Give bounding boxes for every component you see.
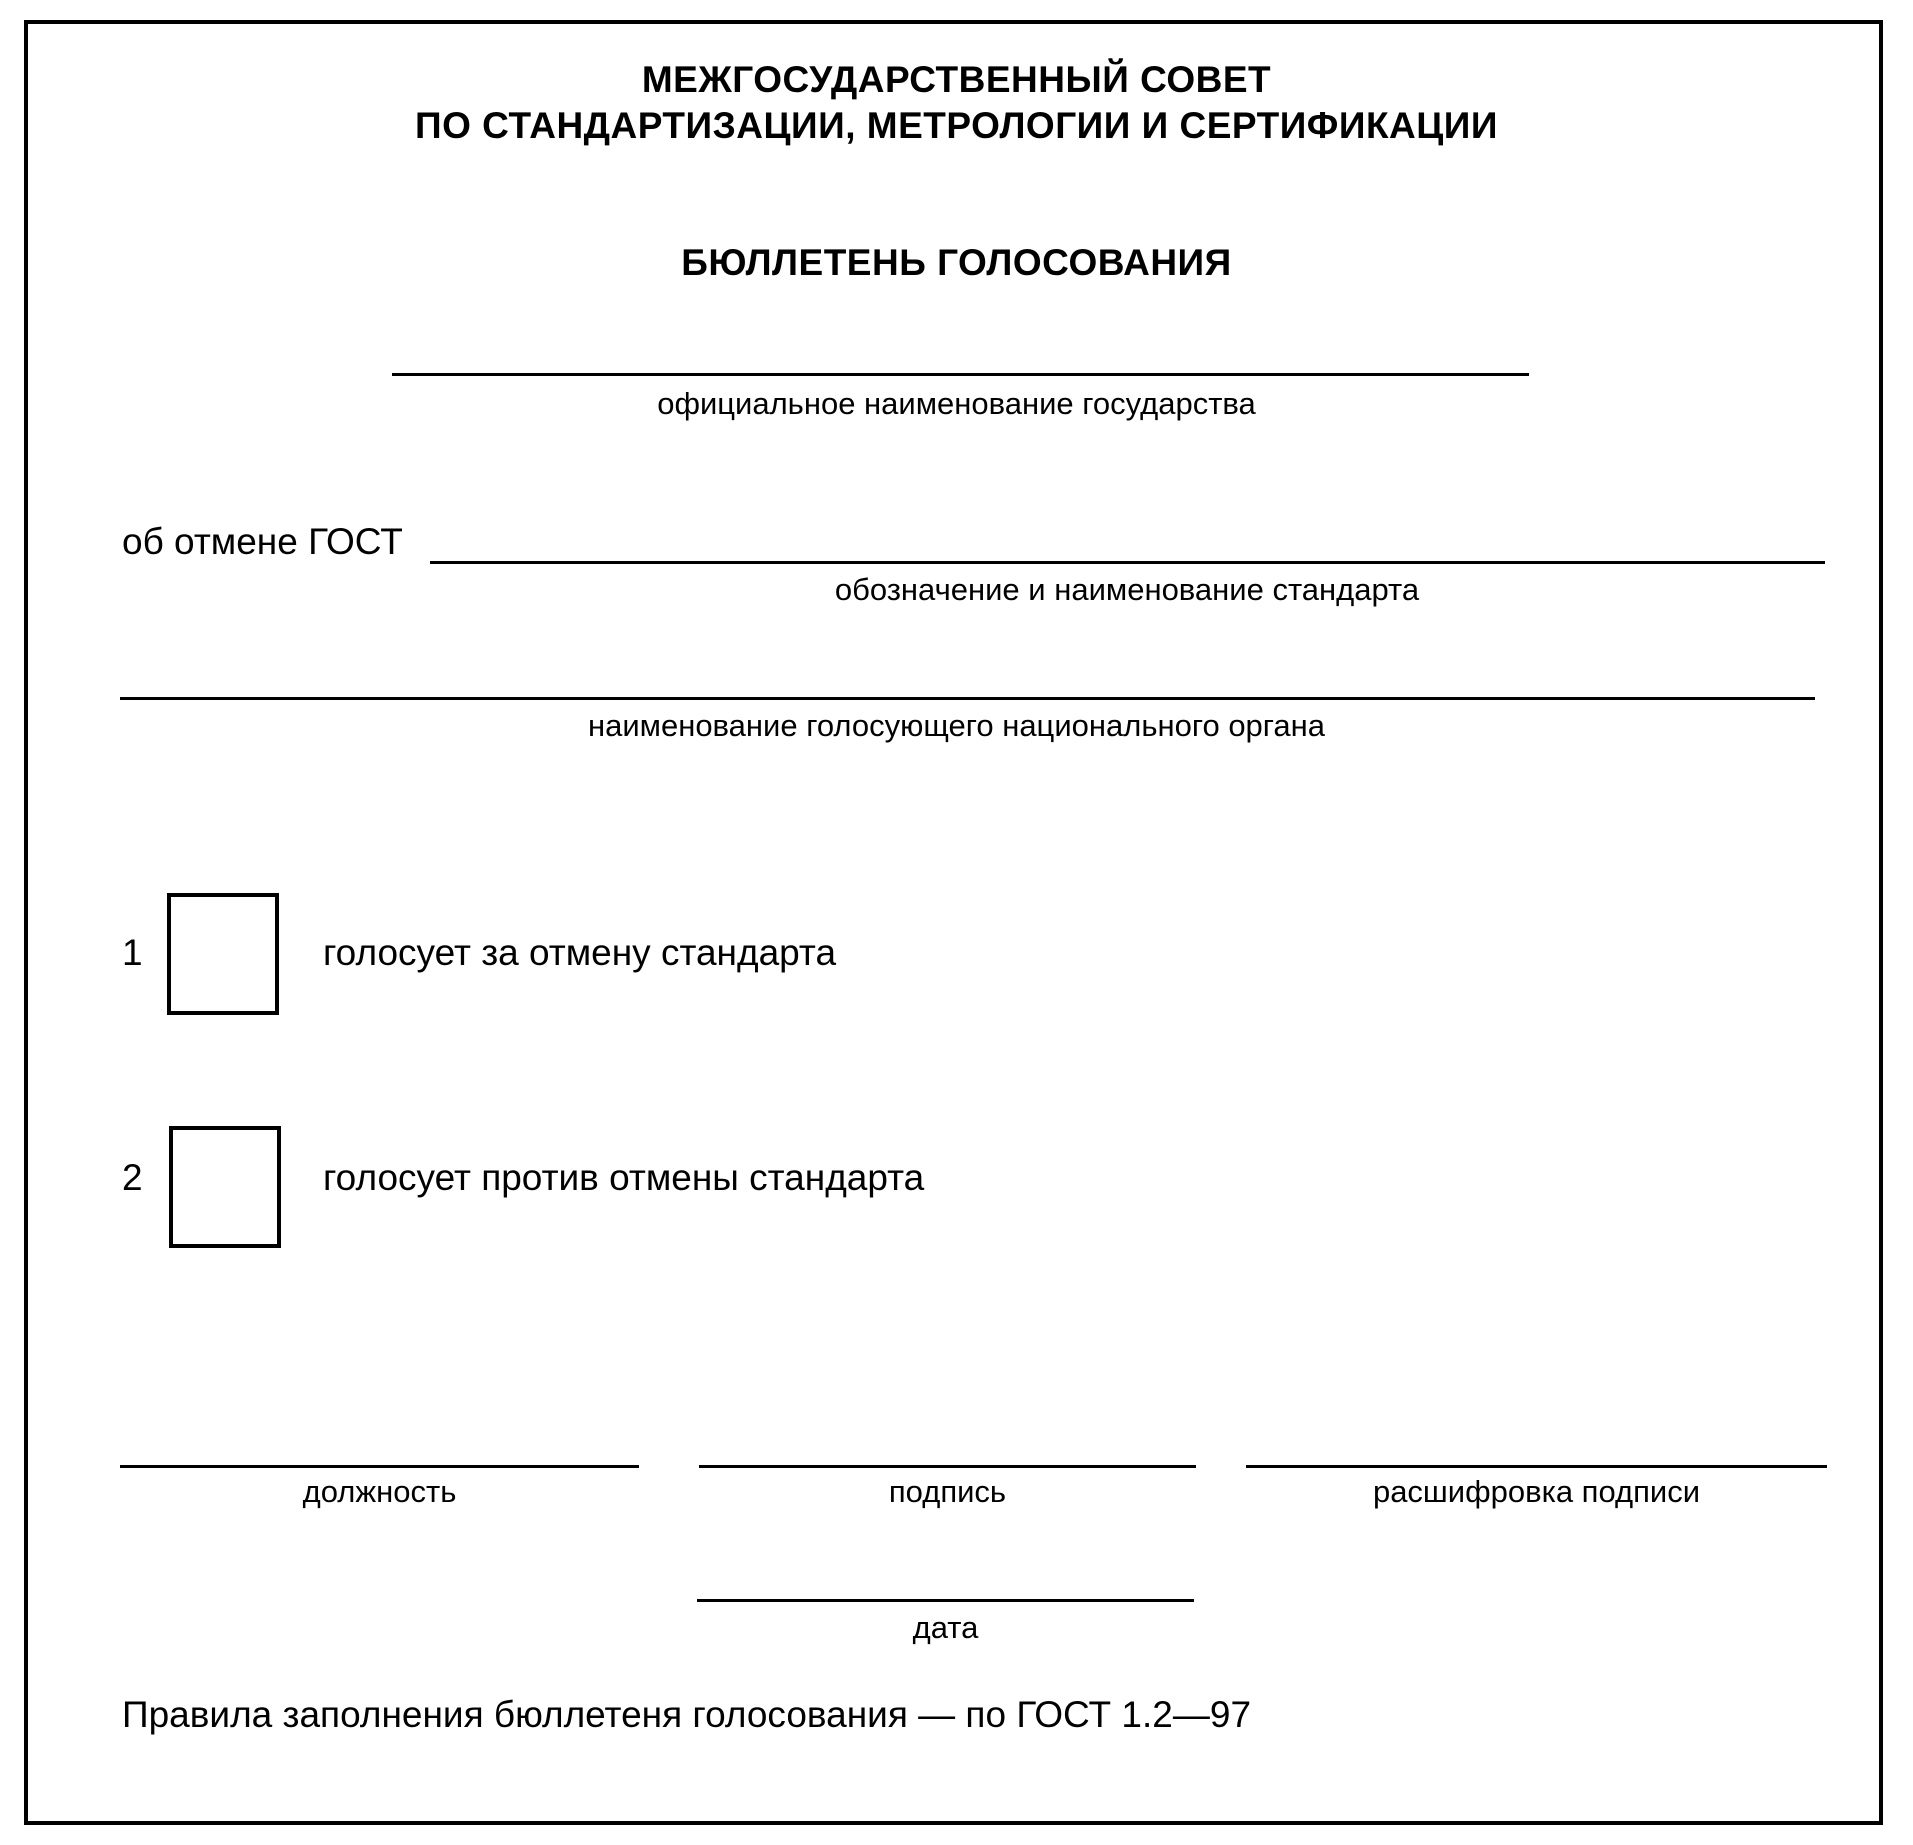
state-name-caption: официальное наименование государства xyxy=(657,386,1256,421)
ballot-frame xyxy=(24,20,1883,1825)
date-line[interactable] xyxy=(697,1599,1194,1602)
voting-body-caption: наименование голосующего национального органа xyxy=(587,708,1326,743)
org-name-line-2: ПО СТАНДАРТИЗАЦИИ, МЕТРОЛОГИИ И СЕРТИФИКАЦИИ xyxy=(415,105,1498,146)
option-2-label: голосует против отмены стандарта xyxy=(323,1157,925,1198)
gost-designation-line[interactable] xyxy=(430,561,1825,564)
vote-for-checkbox[interactable] xyxy=(167,893,279,1015)
filling-rules-note: Правила заполнения бюллетеня голосования — по ГОСТ 1.2—97 xyxy=(122,1694,1252,1735)
org-name-line-1: МЕЖГОСУДАРСТВЕННЫЙ СОВЕТ xyxy=(641,59,1272,100)
state-name-line[interactable] xyxy=(392,373,1529,376)
date-caption: дата xyxy=(912,1610,979,1645)
signature-line[interactable] xyxy=(699,1465,1196,1468)
option-2-number: 2 xyxy=(122,1157,143,1198)
ballot-title: БЮЛЛЕТЕНЬ ГОЛОСОВАНИЯ xyxy=(681,242,1232,283)
signature-decoding-line[interactable] xyxy=(1246,1465,1827,1468)
position-caption: должность xyxy=(302,1474,457,1509)
gost-designation-caption: обозначение и наименование стандарта xyxy=(834,572,1420,607)
vote-against-checkbox[interactable] xyxy=(169,1126,281,1248)
gost-prefix-label: об отмене ГОСТ xyxy=(122,521,403,562)
signature-caption: подпись xyxy=(888,1474,1007,1509)
signature-decoding-caption: расшифровка подписи xyxy=(1372,1474,1701,1509)
position-line[interactable] xyxy=(120,1465,639,1468)
option-1-label: голосует за отмену стандарта xyxy=(323,932,837,973)
voting-body-line[interactable] xyxy=(120,697,1815,700)
option-1-number: 1 xyxy=(122,932,143,973)
